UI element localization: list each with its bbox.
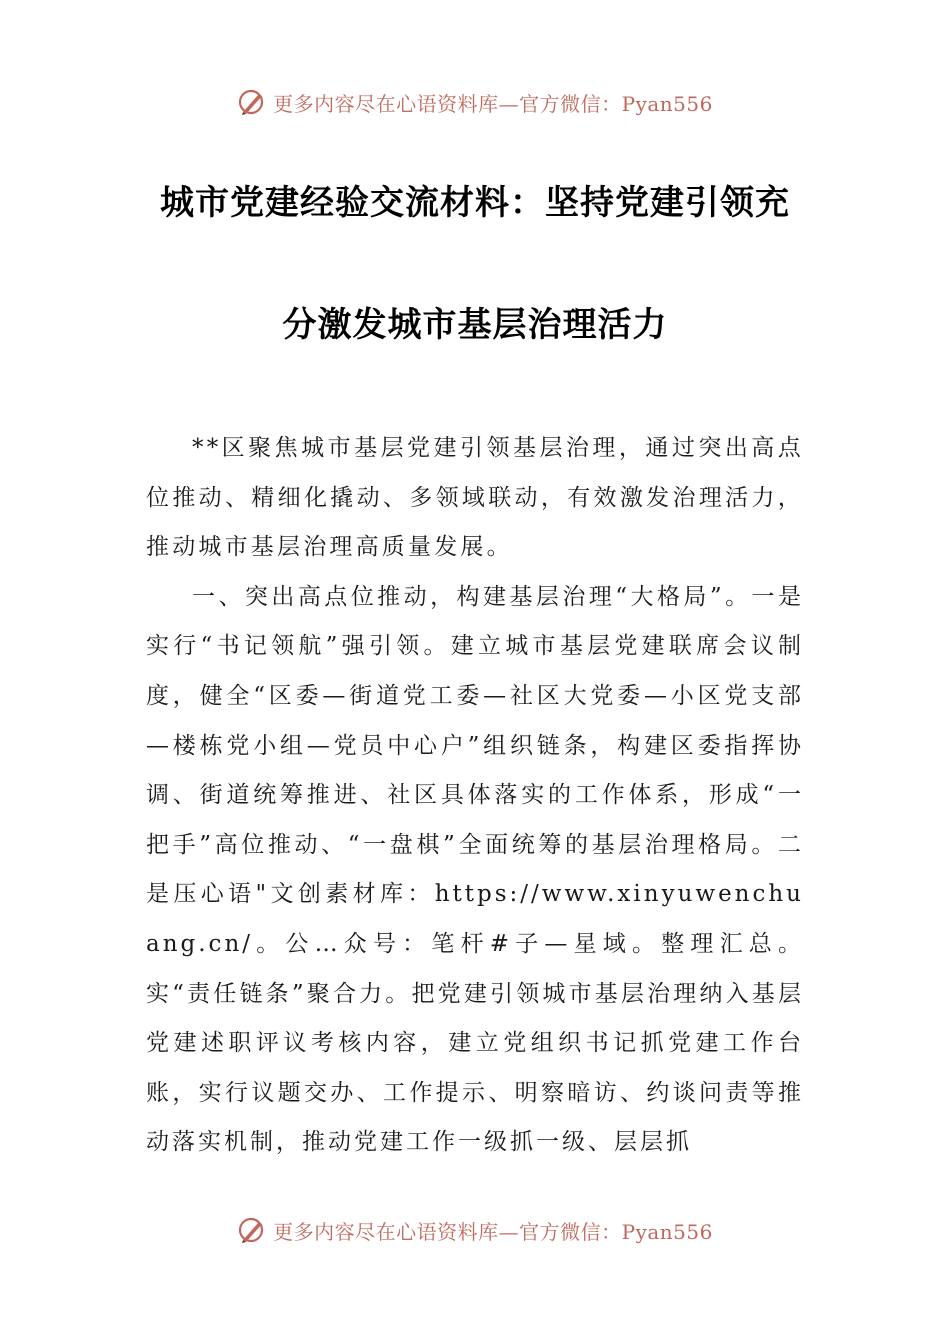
document-title-line-1: 城市党建经验交流材料：坚持党建引领充 [160,183,790,223]
document-body [146,424,804,1168]
watermark-text: 更多内容尽在心语资料库—官方微信：Pyan556 [273,91,713,116]
footer-watermark [0,1210,950,1250]
paragraph-intro: **区聚焦城市基层党建引领基层治理，通过突出高点位推动、精细化撬动、多领域联动，有效激发治理活力，推动城市基层治理高质量发展。 [146,435,804,561]
document-title-line-2: 分激发城市基层治理活力 [282,305,668,345]
watermark-text: 更多内容尽在心语资料库—官方微信：Pyan556 [273,1219,713,1244]
paragraph-section-one: 一、突出高点位推动，构建基层治理“大格局”。一是实行“书记领航”强引领。建立城市基层党建联席会议制度，健全“区委—街道党工委—社区大党委—小区党支部—楼栋党小组—党员中心户”组织链条，构建区委指挥协调、街道统筹推进、社区具体落实的工作体系，形成“一把手”高位推动、“一盘棋”全面统筹的基层治理格局。二是压心语"文创素材库：https://www.xinyuwenchuang.cn/。公…众号：笔杆#子—星域。整理汇总。实“责任链条”聚合力。把党建引领城市基层治理纳入基层党建述职评议考核内容，建立党组织书记抓党建工作台账，实行议题交办、工作提示、明察暗访、约谈问责等推动落实机制，推动党建工作一级抓一级、层层抓 [146,583,804,1156]
pen-circle-logo-icon [237,1215,267,1245]
header-watermark [0,82,950,122]
pen-circle-logo-icon [237,87,267,117]
